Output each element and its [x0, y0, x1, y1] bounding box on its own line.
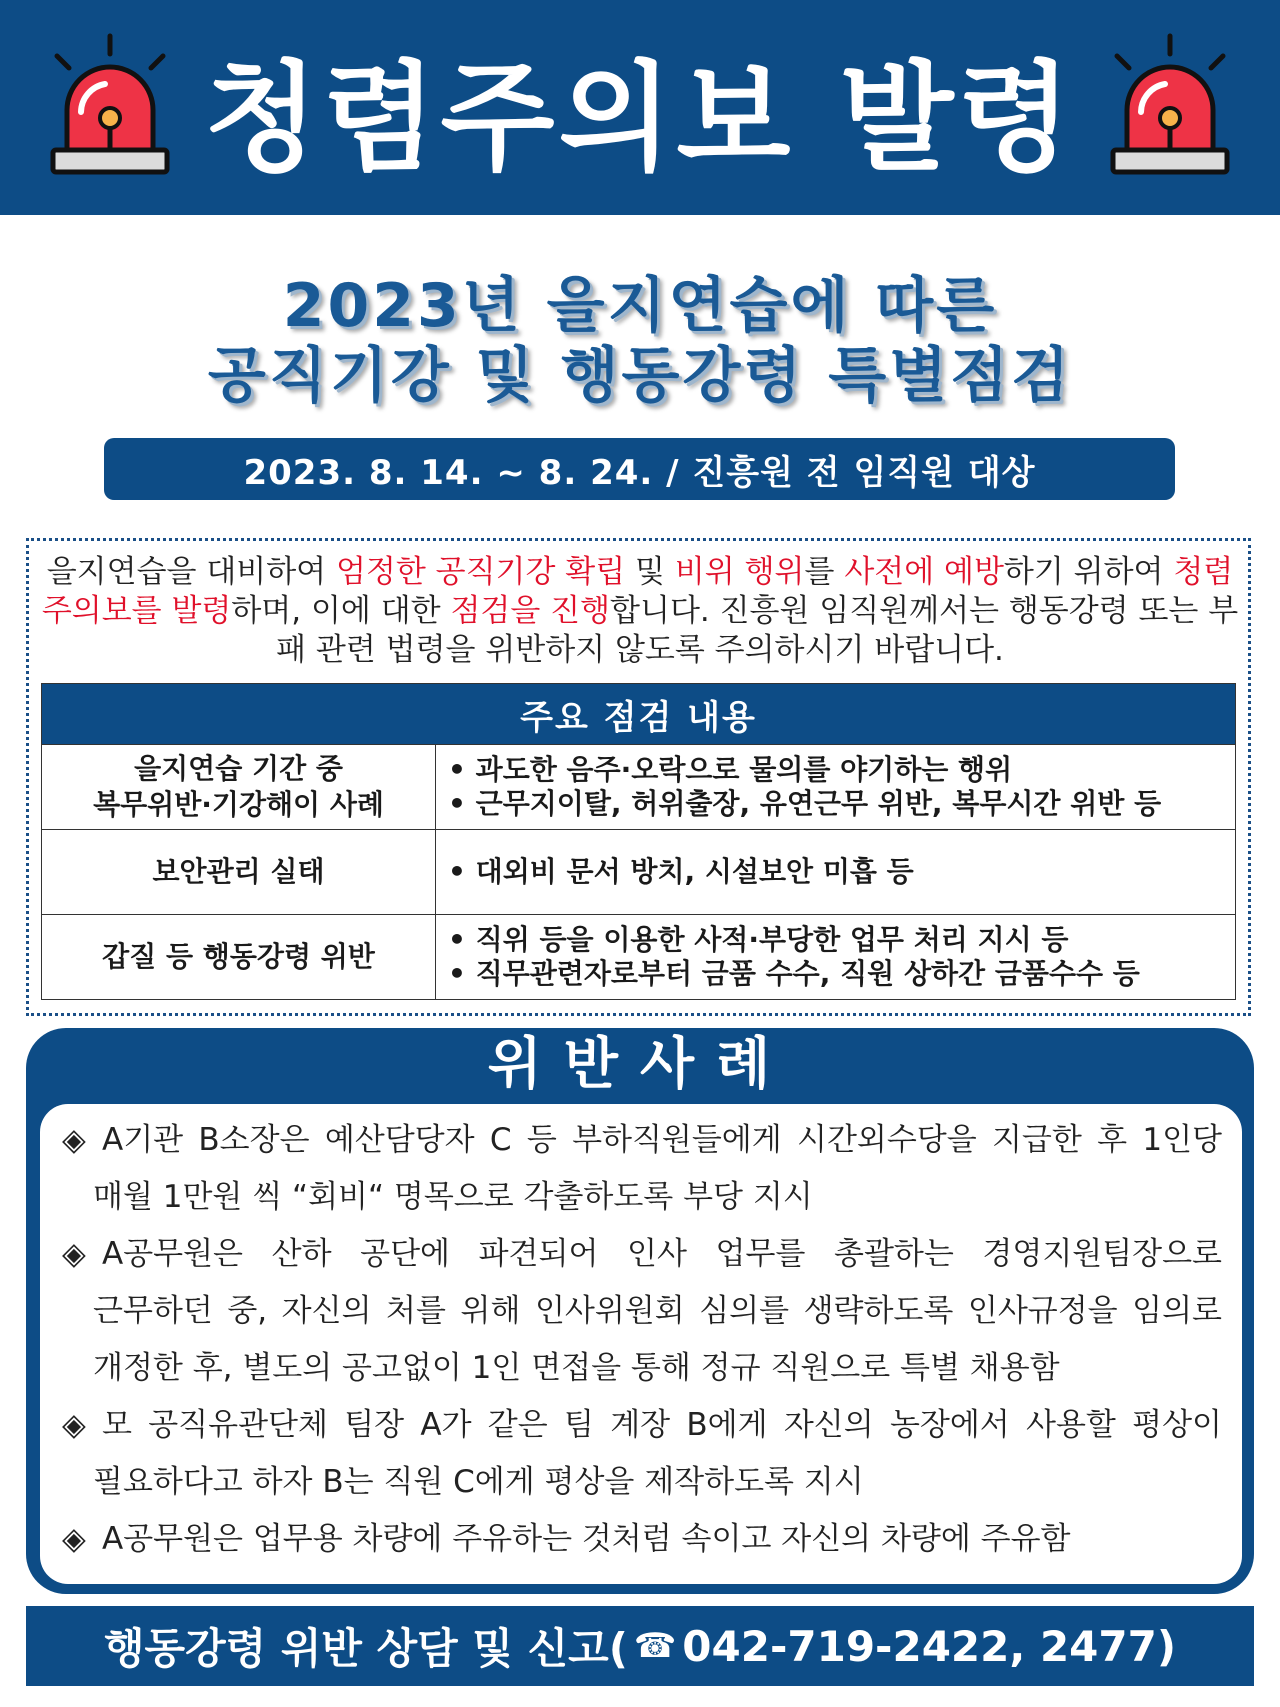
- case-text: A공무원은 업무용 차량에 주유하는 것처럼 속이고 자신의 차량에 주유함: [102, 1521, 1071, 1557]
- inspection-table: [41, 683, 1236, 1000]
- page-title: 청렴주의보 발령: [204, 48, 1076, 187]
- intro-text: 및: [625, 554, 675, 590]
- footer-phone-number[interactable]: 042-719-2422, 2477): [682, 1621, 1177, 1671]
- intro-highlight: 엄정한 공직기강 확립: [335, 554, 626, 590]
- intro-highlight: 비위 행위: [674, 554, 805, 590]
- intro-highlight: 청렴주의보를 발령: [41, 554, 1234, 629]
- siren-icon-right: [1105, 32, 1235, 182]
- inspection-item: • 과도한 음주·오락으로 물의를 야기하는 행위: [448, 753, 1235, 787]
- siren-icon-left: [45, 32, 175, 182]
- subtitle-line-1: 2023년 을지연습에 따른: [282, 271, 998, 341]
- inspection-item: • 직무관련자로부터 금품 수수, 직원 상하간 금품수수 등: [448, 957, 1235, 991]
- violation-case: [62, 1397, 1222, 1511]
- table-row: [42, 915, 1236, 1000]
- inspection-items: [436, 915, 1236, 1000]
- inspection-table-header: 주요 점검 내용: [42, 684, 1236, 745]
- intro-text: 를: [804, 554, 845, 590]
- table-row: [42, 830, 1236, 915]
- report-contact-footer: [26, 1606, 1254, 1686]
- intro-text: 하기 위하여: [1003, 554, 1174, 590]
- intro-highlight: 점검을 진행: [450, 593, 611, 629]
- category-line: 갑질 등 행동강령 위반: [102, 940, 375, 973]
- intro-text: 을지연습을 대비하여: [46, 554, 336, 590]
- violation-case: [62, 1226, 1222, 1397]
- case-text: 근무하던 중, 자신의 처를 위해 인사위원회 심의를 생략하도록 인사규정을 임의로: [93, 1293, 1222, 1329]
- case-text: 모 공직유관단체 팀장 A가 같은 팀 계장 B에게 자신의 농장에서 사용할 평상이: [102, 1407, 1222, 1443]
- violation-cases-list: [62, 1112, 1222, 1568]
- inspection-item: • 대외비 문서 방치, 시설보안 미흡 등: [448, 855, 1235, 889]
- inspection-item: • 직위 등을 이용한 사적·부당한 업무 처리 지시 등: [448, 923, 1235, 957]
- violation-cases-title: 위반사례: [487, 1032, 793, 1097]
- violation-case: [62, 1511, 1222, 1568]
- intro-text: 하며, 이에 대한: [231, 593, 451, 629]
- date-target-bar: 2023. 8. 14. ~ 8. 24. / 진흥원 전 임직원 대상: [104, 438, 1175, 500]
- case-text: A기관 B소장은 예산담당자 C 등 부하직원들에게 시간외수당을 지급한 후 1인당: [102, 1122, 1222, 1158]
- case-text: 개정한 후, 별도의 공고없이 1인 면접을 통해 정규 직원으로 특별 채용함: [93, 1350, 1060, 1386]
- intro-highlight: 사전에 예방: [844, 554, 1004, 590]
- inspection-category: [42, 915, 436, 1000]
- case-text: A공무원은 산하 공단에 파견되어 인사 업무를 총괄하는 경영지원팀장으로: [102, 1236, 1222, 1272]
- table-row: [42, 745, 1236, 830]
- inspection-category: [42, 830, 436, 915]
- category-line: 복무위반·기강해이 사례: [93, 788, 384, 821]
- diamond-bullet-icon: ◈: [62, 1521, 86, 1557]
- subtitle-line-2: 공직기강 및 행동강령 특별점검: [207, 341, 1073, 411]
- case-text: 매월 1만원 씩 “회비“ 명목으로 각출하도록 부당 지시: [93, 1179, 813, 1215]
- diamond-bullet-icon: ◈: [62, 1122, 86, 1158]
- violation-case: [62, 1112, 1222, 1226]
- category-line: 보안관리 실태: [152, 855, 325, 888]
- diamond-bullet-icon: ◈: [62, 1236, 86, 1272]
- case-text: 필요하다고 하자 B는 직원 C에게 평상을 제작하도록 지시: [93, 1464, 864, 1500]
- category-line: 을지연습 기간 중: [134, 752, 343, 785]
- diamond-bullet-icon: ◈: [62, 1407, 86, 1443]
- inspection-items: [436, 745, 1236, 830]
- footer-label: 행동강령 위반 상담 및 신고(: [103, 1624, 628, 1673]
- inspection-category: [42, 745, 436, 830]
- phone-icon: ☎: [633, 1626, 677, 1666]
- inspection-items: [436, 830, 1236, 915]
- intro-paragraph: [40, 553, 1240, 670]
- intro-text: 합니다. 진흥원 임직원께서는 행동강령 또는 부패 관련 법령을 위반하지 않도록 주의하시기 바랍니다.: [276, 593, 1239, 668]
- inspection-item: • 근무지이탈, 허위출장, 유연근무 위반, 복무시간 위반 등: [448, 787, 1235, 821]
